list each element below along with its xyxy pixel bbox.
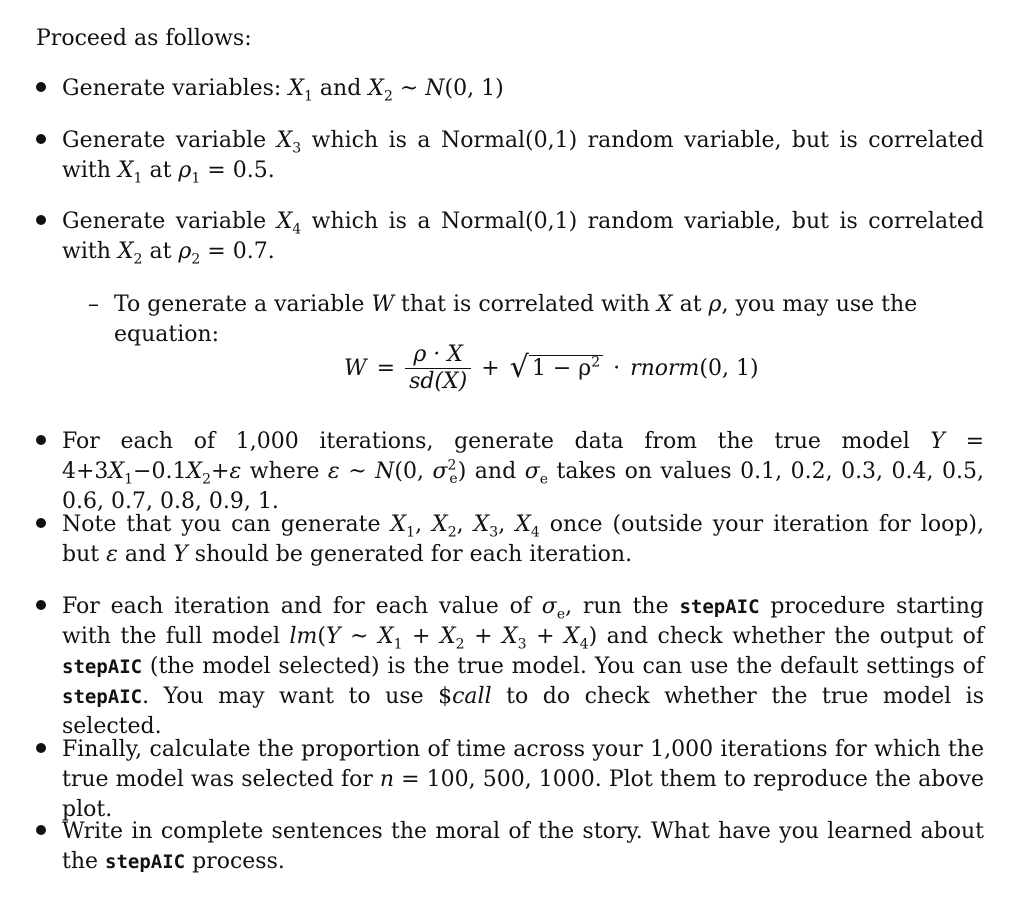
sub-list-item-correlation-hint: – To generate a variable W that is correlated with X at ρ, you may use the equation: [88, 292, 918, 347]
bullet-icon [36, 518, 46, 528]
intro-heading: Proceed as follows: [36, 26, 252, 51]
bullet-icon [36, 134, 46, 144]
correlation-equation: W = $\frac{\rho \cdot X}{sd(X)}$ + √ $1 - \rho^2$ · rnorm(0, 1) [344, 341, 759, 394]
bullet-icon [36, 435, 46, 445]
list-item-generate-x3: Generate variable $X_3$ which is a Normal(0,1) random variable, but is correlated with $X_1$ at $\rho_1 = 0.5$. [36, 126, 984, 186]
equation-fraction [405, 342, 471, 395]
code-stepaic: stepAIC [62, 656, 143, 678]
equation-lhs: W [344, 355, 367, 381]
list-item-true-model: For each of 1,000 iterations, generate data from the true model $Y = 4+3X_1-0.1X_2+\varepsilon$ where ε ~ N(0, $\sigma^2_e$) and $\sigma_e$ takes on values 0.1, 0.2, 0.3, 0.4, 0.5, 0.6, 0.7, 0.8, 0.9, 1. [36, 427, 984, 517]
fraction-numerator: ρ · X [413, 341, 463, 367]
equals-sign: = [376, 355, 396, 381]
bullet-icon [36, 600, 46, 610]
dash-marker: – [88, 292, 99, 317]
list-item-proportion-plot: Finally, calculate the proportion of time across your 1,000 iterations for which the true model was selected for n = 100, 500, 1000. Plot them to reproduce the above plot. [36, 735, 984, 825]
bullet-icon [36, 215, 46, 225]
list-item-run-stepaic: For each iteration and for each value of $\sigma_e$, run the stepAIC procedure starting with the full model lm(Y ~ $X_1 + X_2 + X_3 + X_4$) and check whether the output of stepAIC (the model selected) is the true model. You can use the default settings of stepAIC. You may want to use $call to do check whether the true model is selected. [36, 592, 984, 742]
list-item-generate-x4: Generate variable $X_4$ which is a Normal(0,1) random variable, but is correlated with $X_2$ at $\rho_2 = 0.7$. [36, 207, 984, 267]
rnorm-function: rnorm [630, 355, 700, 381]
code-stepaic: stepAIC [679, 596, 760, 618]
list-item-moral: Write in complete sentences the moral of the story. What have you learned about the stepAIC process. [36, 817, 984, 877]
square-root: √ $1 - \rho^2$ [510, 354, 603, 382]
multiply-dot: · [613, 355, 621, 381]
bullet-icon [36, 743, 46, 753]
radical-icon: √ [509, 350, 529, 385]
code-stepaic: stepAIC [62, 686, 143, 708]
plus-sign: + [481, 355, 500, 381]
list-item-generate-x1-x2: Generate variables: $X_1$ and $X_2$ ~ N(0, 1) [36, 74, 984, 104]
bullet-icon [36, 825, 46, 835]
bullet-icon [36, 82, 46, 92]
fraction-denominator: sd(X) [405, 368, 471, 395]
code-stepaic: stepAIC [105, 851, 186, 873]
list-item-generate-once: Note that you can generate $X_1$, $X_2$, $X_3$, $X_4$ once (outside your iteration for loop), but ε and Y should be generated for each iteration. [36, 510, 984, 570]
